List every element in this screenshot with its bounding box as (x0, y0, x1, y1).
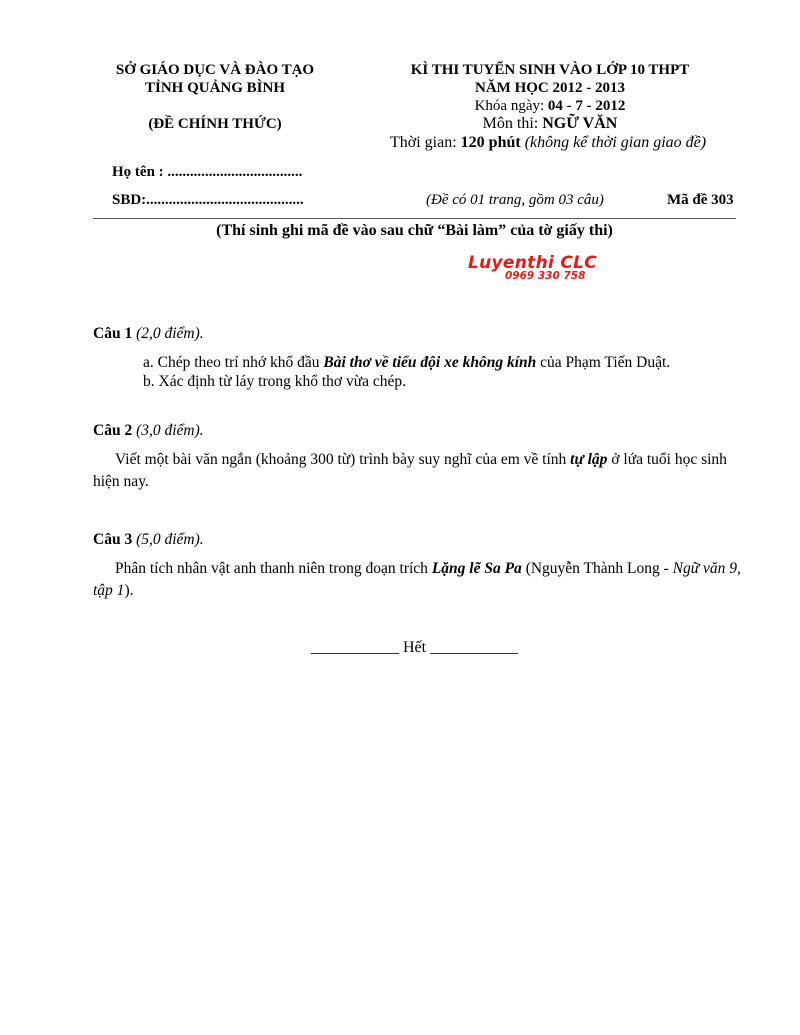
question-3-source: Ngữ văn 9, tập 1 (93, 560, 741, 599)
school-year: NĂM HỌC 2012 - 2013 (475, 80, 625, 96)
question-1b: b. Xác định từ láy trong khổ thơ vừa chép. (143, 373, 407, 390)
header-divider (93, 218, 736, 219)
end-marker: ___________ Hết ___________ (310, 639, 519, 656)
poem-title: Bài thơ về tiểu đội xe không kính (323, 354, 537, 371)
question-2-text (93, 449, 743, 493)
exam-date-value: 04 - 7 - 2012 (547, 98, 626, 114)
question-3-points: (5,0 điểm). (132, 531, 204, 548)
question-1-points: (2,0 điểm). (132, 325, 204, 342)
question-3-label: Câu 3 (93, 531, 133, 548)
subject-label: Môn thi: (482, 115, 543, 132)
question-2-prefix: Viết một bài văn ngắn (khoảng 300 từ) trình bày suy nghĩ của em về tính (115, 451, 571, 468)
official-label: (ĐỀ CHÍNH THỨC) (148, 116, 282, 132)
question-3-author: (Nguyễn Thành Long - (521, 560, 673, 577)
subject-value: NGỮ VĂN (542, 115, 618, 132)
exam-duration (390, 133, 706, 152)
question-3-text (93, 558, 743, 602)
watermark-phone: 0969 330 758 (505, 270, 586, 282)
question-2-suffix: ở lứa tuổi học sinh hiện nay. (93, 451, 727, 490)
question-2-points: (3,0 điểm). (132, 422, 204, 439)
exam-code: Mã đề 303 (667, 192, 734, 208)
exam-date (385, 97, 715, 115)
question-1a-prefix: a. Chép theo trí nhớ khổ đầu (143, 354, 324, 371)
question-1-label: Câu 1 (93, 325, 133, 342)
question-2-label: Câu 2 (93, 422, 133, 439)
province-name: TỈNH QUẢNG BÌNH (144, 80, 286, 96)
duration-note: (không kể thời gian giao đề) (520, 134, 707, 151)
candidate-instruction: (Thí sinh ghi mã đề vào sau chữ “Bài làm” của tờ giấy thi) (216, 222, 613, 239)
candidate-number-line: SBD:.......................................... (112, 192, 304, 208)
department-name: SỞ GIÁO DỤC VÀ ĐÀO TẠO (115, 62, 315, 78)
exam-title: KÌ THI TUYỂN SINH VÀO LỚP 10 THPT (410, 62, 690, 78)
question-3-end: ). (124, 582, 134, 599)
candidate-name-line: Họ tên : .................................... (112, 164, 303, 180)
duration-value: 120 phút (460, 134, 521, 151)
exam-subject (385, 114, 715, 133)
exam-page-note: (Đề có 01 trang, gồm 03 câu) (426, 192, 604, 208)
question-3-heading (93, 529, 204, 551)
question-1a-suffix: của Phạm Tiến Duật. (536, 354, 671, 371)
question-1-heading (93, 323, 204, 345)
duration-label: Thời gian: (390, 134, 461, 151)
question-3-prefix: Phân tích nhân vật anh thanh niên trong đoạn trích (115, 560, 432, 577)
story-title: Lặng lẽ Sa Pa (431, 560, 522, 577)
watermark-logo: Luyenthi CLC (468, 253, 598, 273)
question-2-emphasis: tự lập (570, 451, 608, 468)
exam-date-label: Khóa ngày: (474, 98, 548, 114)
question-2-heading (93, 420, 204, 442)
